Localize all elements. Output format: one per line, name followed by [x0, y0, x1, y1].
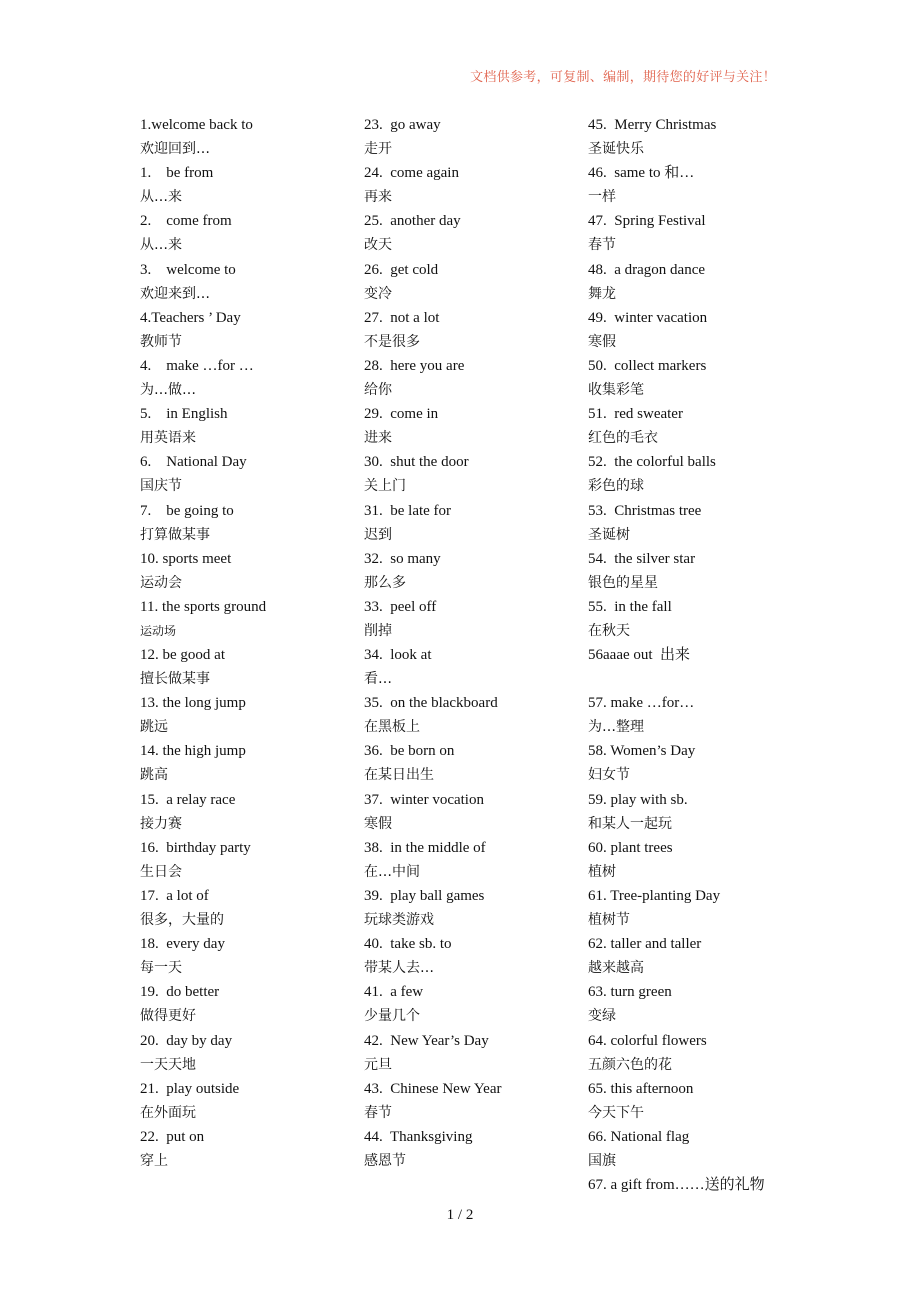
- vocab-chinese: 圣诞快乐: [588, 141, 644, 157]
- vocab-chinese: 穿上: [140, 1152, 168, 1169]
- vocab-english: 45. Merry Christmas: [588, 117, 717, 133]
- vocab-chinese: 植树: [588, 863, 616, 880]
- vocab-chinese: 植树节: [588, 912, 630, 928]
- vocab-chinese: 在秋天: [588, 622, 630, 639]
- vocab-english: 28. here you are: [364, 357, 465, 374]
- vocab-english: 30. shut the door: [364, 454, 469, 471]
- vocab-entry: [588, 739, 808, 787]
- vocab-chinese: 春节: [588, 237, 616, 254]
- vocab-chinese: 运动会: [140, 574, 182, 591]
- vocab-entry: [364, 547, 584, 595]
- vocab-english: 61. Tree-planting Day: [588, 888, 721, 904]
- vocab-chinese: 给你: [364, 381, 392, 398]
- vocab-english: 1.welcome back to: [140, 117, 253, 133]
- vocab-entry: [364, 643, 584, 691]
- vocab-english: 63. turn green: [588, 984, 672, 1001]
- vocab-chinese: 变绿: [588, 1008, 616, 1025]
- vocab-english: 13. the long jump: [140, 695, 246, 712]
- vocab-chinese: 从…来: [140, 237, 182, 254]
- vocab-chinese: 玩球类游戏: [364, 912, 434, 928]
- vocab-entry: [588, 836, 808, 884]
- vocab-entry: [140, 1077, 360, 1125]
- vocab-english: 67. a gift from……送的礼物: [588, 1177, 765, 1194]
- vocab-chinese: 迟到: [364, 526, 392, 543]
- vocab-english: 20. day by day: [140, 1032, 233, 1049]
- vocab-english: 25. another day: [364, 213, 461, 230]
- vocab-chinese: 寒假: [364, 815, 392, 832]
- vocab-chinese: 走开: [364, 141, 392, 157]
- vocab-entry: [140, 932, 360, 980]
- vocab-entry: [140, 450, 360, 498]
- vocab-english: 21. play outside: [140, 1080, 240, 1097]
- vocab-english: 48. a dragon dance: [588, 261, 706, 278]
- vocab-english: 65. this afternoon: [588, 1080, 694, 1097]
- vocab-entry: [364, 884, 584, 932]
- vocab-entry: [140, 788, 360, 836]
- vocab-english: 10. sports meet: [140, 550, 232, 567]
- vocab-english: 3. welcome to: [140, 261, 236, 278]
- vocab-english: 12. be good at: [140, 647, 225, 664]
- vocab-english: 29. come in: [364, 406, 439, 423]
- vocab-english: 11. the sports ground: [140, 598, 267, 615]
- vocab-chinese: 那么多: [364, 574, 406, 591]
- vocab-entry: [364, 1077, 584, 1125]
- vocab-entry: [588, 547, 808, 595]
- vocab-entry: [588, 932, 808, 980]
- vocab-chinese: 削掉: [364, 622, 392, 639]
- vocab-entry: [364, 691, 584, 739]
- vocab-english: 6. National Day: [140, 454, 247, 471]
- vocab-chinese: 跳远: [140, 719, 168, 736]
- vocab-english: 46. same to 和…: [588, 165, 695, 182]
- vocab-english: 7. be going to: [140, 502, 234, 519]
- vocab-chinese: 带某人去…: [364, 960, 434, 977]
- vocab-chinese: 国庆节: [140, 478, 182, 495]
- vocab-entry: [364, 739, 584, 787]
- vocab-english: 14. the high jump: [140, 743, 246, 760]
- vocab-entry: [588, 1125, 808, 1173]
- vocab-entry: [140, 209, 360, 257]
- vocab-entry: [588, 499, 808, 547]
- vocab-english: 19. do better: [140, 984, 220, 1001]
- vocab-chinese: 国旗: [588, 1152, 616, 1169]
- vocab-chinese: 变冷: [364, 285, 392, 302]
- vocab-english: 55. in the fall: [588, 598, 672, 615]
- vocab-entry: [140, 836, 360, 884]
- vocab-entry: [588, 306, 808, 354]
- vocab-column-2: [364, 113, 584, 1173]
- vocab-chinese: 生日会: [140, 863, 182, 880]
- vocab-english: 60. plant trees: [588, 839, 673, 856]
- vocab-entry: [588, 595, 808, 643]
- vocab-english: 1. be from: [140, 165, 214, 182]
- vocab-english: 39. play ball games: [364, 888, 485, 904]
- vocab-english: 49. winter vacation: [588, 309, 708, 326]
- vocab-english: 53. Christmas tree: [588, 502, 702, 519]
- vocab-entry: [140, 739, 360, 787]
- vocab-chinese: 为…整理: [588, 719, 644, 736]
- vocab-entry: [140, 306, 360, 354]
- vocab-chinese: 在黑板上: [364, 719, 420, 736]
- vocab-english: 43. Chinese New Year: [364, 1080, 502, 1097]
- vocab-entry: [588, 691, 808, 739]
- vocab-entry: [140, 884, 360, 932]
- vocab-english: 34. look at: [364, 647, 432, 664]
- vocab-english: 23. go away: [364, 117, 441, 133]
- vocab-chinese: 今天下午: [588, 1104, 644, 1121]
- vocab-english: 17. a lot of: [140, 888, 209, 904]
- vocab-chinese: 为…做…: [140, 381, 196, 398]
- vocab-chinese: 做得更好: [140, 1008, 196, 1025]
- vocab-entry: [140, 161, 360, 209]
- vocab-entry: [364, 161, 584, 209]
- vocab-chinese: 用英语来: [140, 430, 196, 447]
- vocab-entry: [588, 450, 808, 498]
- vocab-english: 5. in English: [140, 406, 228, 423]
- vocab-chinese: 红色的毛衣: [588, 430, 658, 447]
- vocab-english: 52. the colorful balls: [588, 454, 716, 471]
- vocab-entry: [140, 691, 360, 739]
- vocab-english: 16. birthday party: [140, 839, 251, 856]
- vocab-chinese: 关上门: [364, 478, 406, 495]
- vocab-chinese: 很多，大量的: [140, 912, 224, 928]
- vocab-entry: [588, 980, 808, 1028]
- vocab-entry: [364, 595, 584, 643]
- vocab-entry: [364, 306, 584, 354]
- vocab-entry: [140, 113, 360, 161]
- vocab-chinese: 接力赛: [140, 815, 182, 832]
- vocab-entry: [140, 595, 360, 643]
- vocab-chinese: 银色的星星: [588, 574, 658, 591]
- vocab-entry: [588, 258, 808, 306]
- vocab-english: 31. be late for: [364, 502, 452, 519]
- vocab-chinese: 在外面玩: [140, 1104, 196, 1121]
- vocab-entry: [140, 980, 360, 1028]
- vocab-chinese: 运动场: [140, 623, 177, 638]
- vocab-english: 33. peel off: [364, 598, 437, 615]
- vocab-chinese: 跳高: [140, 767, 168, 784]
- vocab-english: 54. the silver star: [588, 550, 696, 567]
- vocab-chinese: 和某人一起玩: [588, 815, 672, 832]
- vocab-entry: [364, 836, 584, 884]
- vocab-english: 50. collect markers: [588, 357, 707, 374]
- vocab-english: 37. winter vocation: [364, 791, 484, 808]
- vocab-english: 4. make …for …: [140, 357, 254, 374]
- vocab-chinese: 欢迎回到…: [140, 141, 210, 157]
- vocab-chinese: 看…: [364, 671, 392, 688]
- vocab-chinese: 元旦: [364, 1056, 392, 1073]
- vocab-chinese: 一天天地: [140, 1056, 196, 1073]
- vocab-entry: [140, 643, 360, 691]
- vocab-entry: [140, 547, 360, 595]
- vocab-english: 35. on the blackboard: [364, 695, 498, 712]
- vocab-chinese: 每一天: [140, 960, 182, 977]
- vocab-english: 24. come again: [364, 165, 459, 182]
- vocab-english: 38. in the middle of: [364, 839, 486, 856]
- vocab-english: 44. Thanksgiving: [364, 1128, 473, 1145]
- vocab-entry: [588, 113, 808, 161]
- vocab-entry: [588, 643, 808, 691]
- vocab-chinese: 在某日出生: [364, 767, 434, 784]
- vocab-chinese: 教师节: [140, 333, 182, 350]
- vocab-entry: [588, 884, 808, 932]
- vocab-english: 59. play with sb.: [588, 791, 688, 808]
- vocab-english: 32. so many: [364, 550, 441, 567]
- vocab-english: 36. be born on: [364, 743, 455, 760]
- vocab-chinese: 改天: [364, 237, 392, 254]
- vocab-english: 41. a few: [364, 984, 424, 1001]
- vocab-chinese: 感恩节: [364, 1152, 406, 1169]
- vocab-chinese: 擅长做某事: [140, 671, 210, 688]
- vocab-chinese: 妇女节: [588, 767, 630, 784]
- vocab-entry: [364, 402, 584, 450]
- vocab-chinese: 进来: [364, 430, 392, 447]
- vocab-english: 62. taller and taller: [588, 936, 702, 953]
- vocab-chinese: 打算做某事: [140, 526, 210, 543]
- vocab-entry: [364, 980, 584, 1028]
- vocab-entry: [364, 450, 584, 498]
- vocab-entry: [364, 113, 584, 161]
- vocab-english: 57. make …for…: [588, 695, 695, 712]
- vocab-column-3: [588, 113, 808, 1221]
- vocab-chinese: 少量几个: [364, 1008, 420, 1025]
- page-number: 1 / 2: [446, 1207, 474, 1223]
- vocab-chinese: 在…中间: [364, 863, 420, 880]
- vocab-english: 42. New Year’s Day: [364, 1032, 489, 1049]
- vocab-english: 40. take sb. to: [364, 936, 452, 953]
- vocab-entry: [364, 1125, 584, 1173]
- vocab-column-1: [140, 113, 360, 1173]
- vocab-english: 64. colorful flowers: [588, 1032, 707, 1049]
- vocab-entry: [364, 499, 584, 547]
- vocab-entry: [140, 499, 360, 547]
- vocab-chinese: 五颜六色的花: [588, 1056, 672, 1073]
- vocab-english: 15. a relay race: [140, 791, 236, 808]
- vocab-chinese: 再来: [364, 189, 392, 206]
- vocab-english: 56aaae out 出来: [588, 647, 691, 664]
- vocab-english: 4.Teachers ’ Day: [140, 309, 241, 326]
- vocab-entry: [588, 209, 808, 257]
- vocab-entry: [364, 354, 584, 402]
- vocab-entry: [140, 1125, 360, 1173]
- vocab-entry: [588, 788, 808, 836]
- vocab-chinese: 圣诞树: [588, 526, 630, 543]
- vocab-english: 18. every day: [140, 936, 225, 953]
- vocab-entry: [588, 161, 808, 209]
- vocab-entry: [588, 1029, 808, 1077]
- vocab-chinese: 一样: [588, 189, 616, 206]
- vocab-entry: [364, 209, 584, 257]
- header-note: 文档供参考，可复制、编制，期待您的好评与关注！: [470, 69, 776, 84]
- vocab-chinese: 春节: [364, 1104, 392, 1121]
- vocab-entry: [364, 258, 584, 306]
- vocab-entry: [140, 1029, 360, 1077]
- vocab-chinese: 彩色的球: [588, 478, 644, 495]
- vocab-entry: [364, 788, 584, 836]
- vocab-entry: [364, 1029, 584, 1077]
- vocab-english: 66. National flag: [588, 1128, 690, 1145]
- vocab-entry: [140, 354, 360, 402]
- vocab-entry: [588, 354, 808, 402]
- vocab-chinese: 收集彩笔: [588, 381, 644, 398]
- vocab-english: 51. red sweater: [588, 406, 683, 423]
- vocab-english: 22. put on: [140, 1128, 205, 1145]
- vocab-entry: [140, 402, 360, 450]
- vocab-chinese: 越来越高: [588, 960, 644, 977]
- vocab-english: 47. Spring Festival: [588, 213, 706, 230]
- vocab-english: 58. Women’s Day: [588, 743, 696, 760]
- vocab-chinese: 欢迎来到…: [140, 285, 210, 302]
- vocab-chinese: 不是很多: [364, 333, 420, 350]
- vocab-english: 26. get cold: [364, 261, 439, 278]
- vocab-chinese: 寒假: [588, 333, 616, 350]
- vocab-entry: [588, 1077, 808, 1125]
- vocab-entry: [588, 402, 808, 450]
- vocab-chinese: 舞龙: [588, 285, 616, 302]
- vocab-entry: [140, 258, 360, 306]
- vocab-entry: [364, 932, 584, 980]
- vocab-english: 2. come from: [140, 213, 232, 230]
- vocab-english: 27. not a lot: [364, 309, 440, 326]
- vocab-chinese: 从…来: [140, 189, 182, 206]
